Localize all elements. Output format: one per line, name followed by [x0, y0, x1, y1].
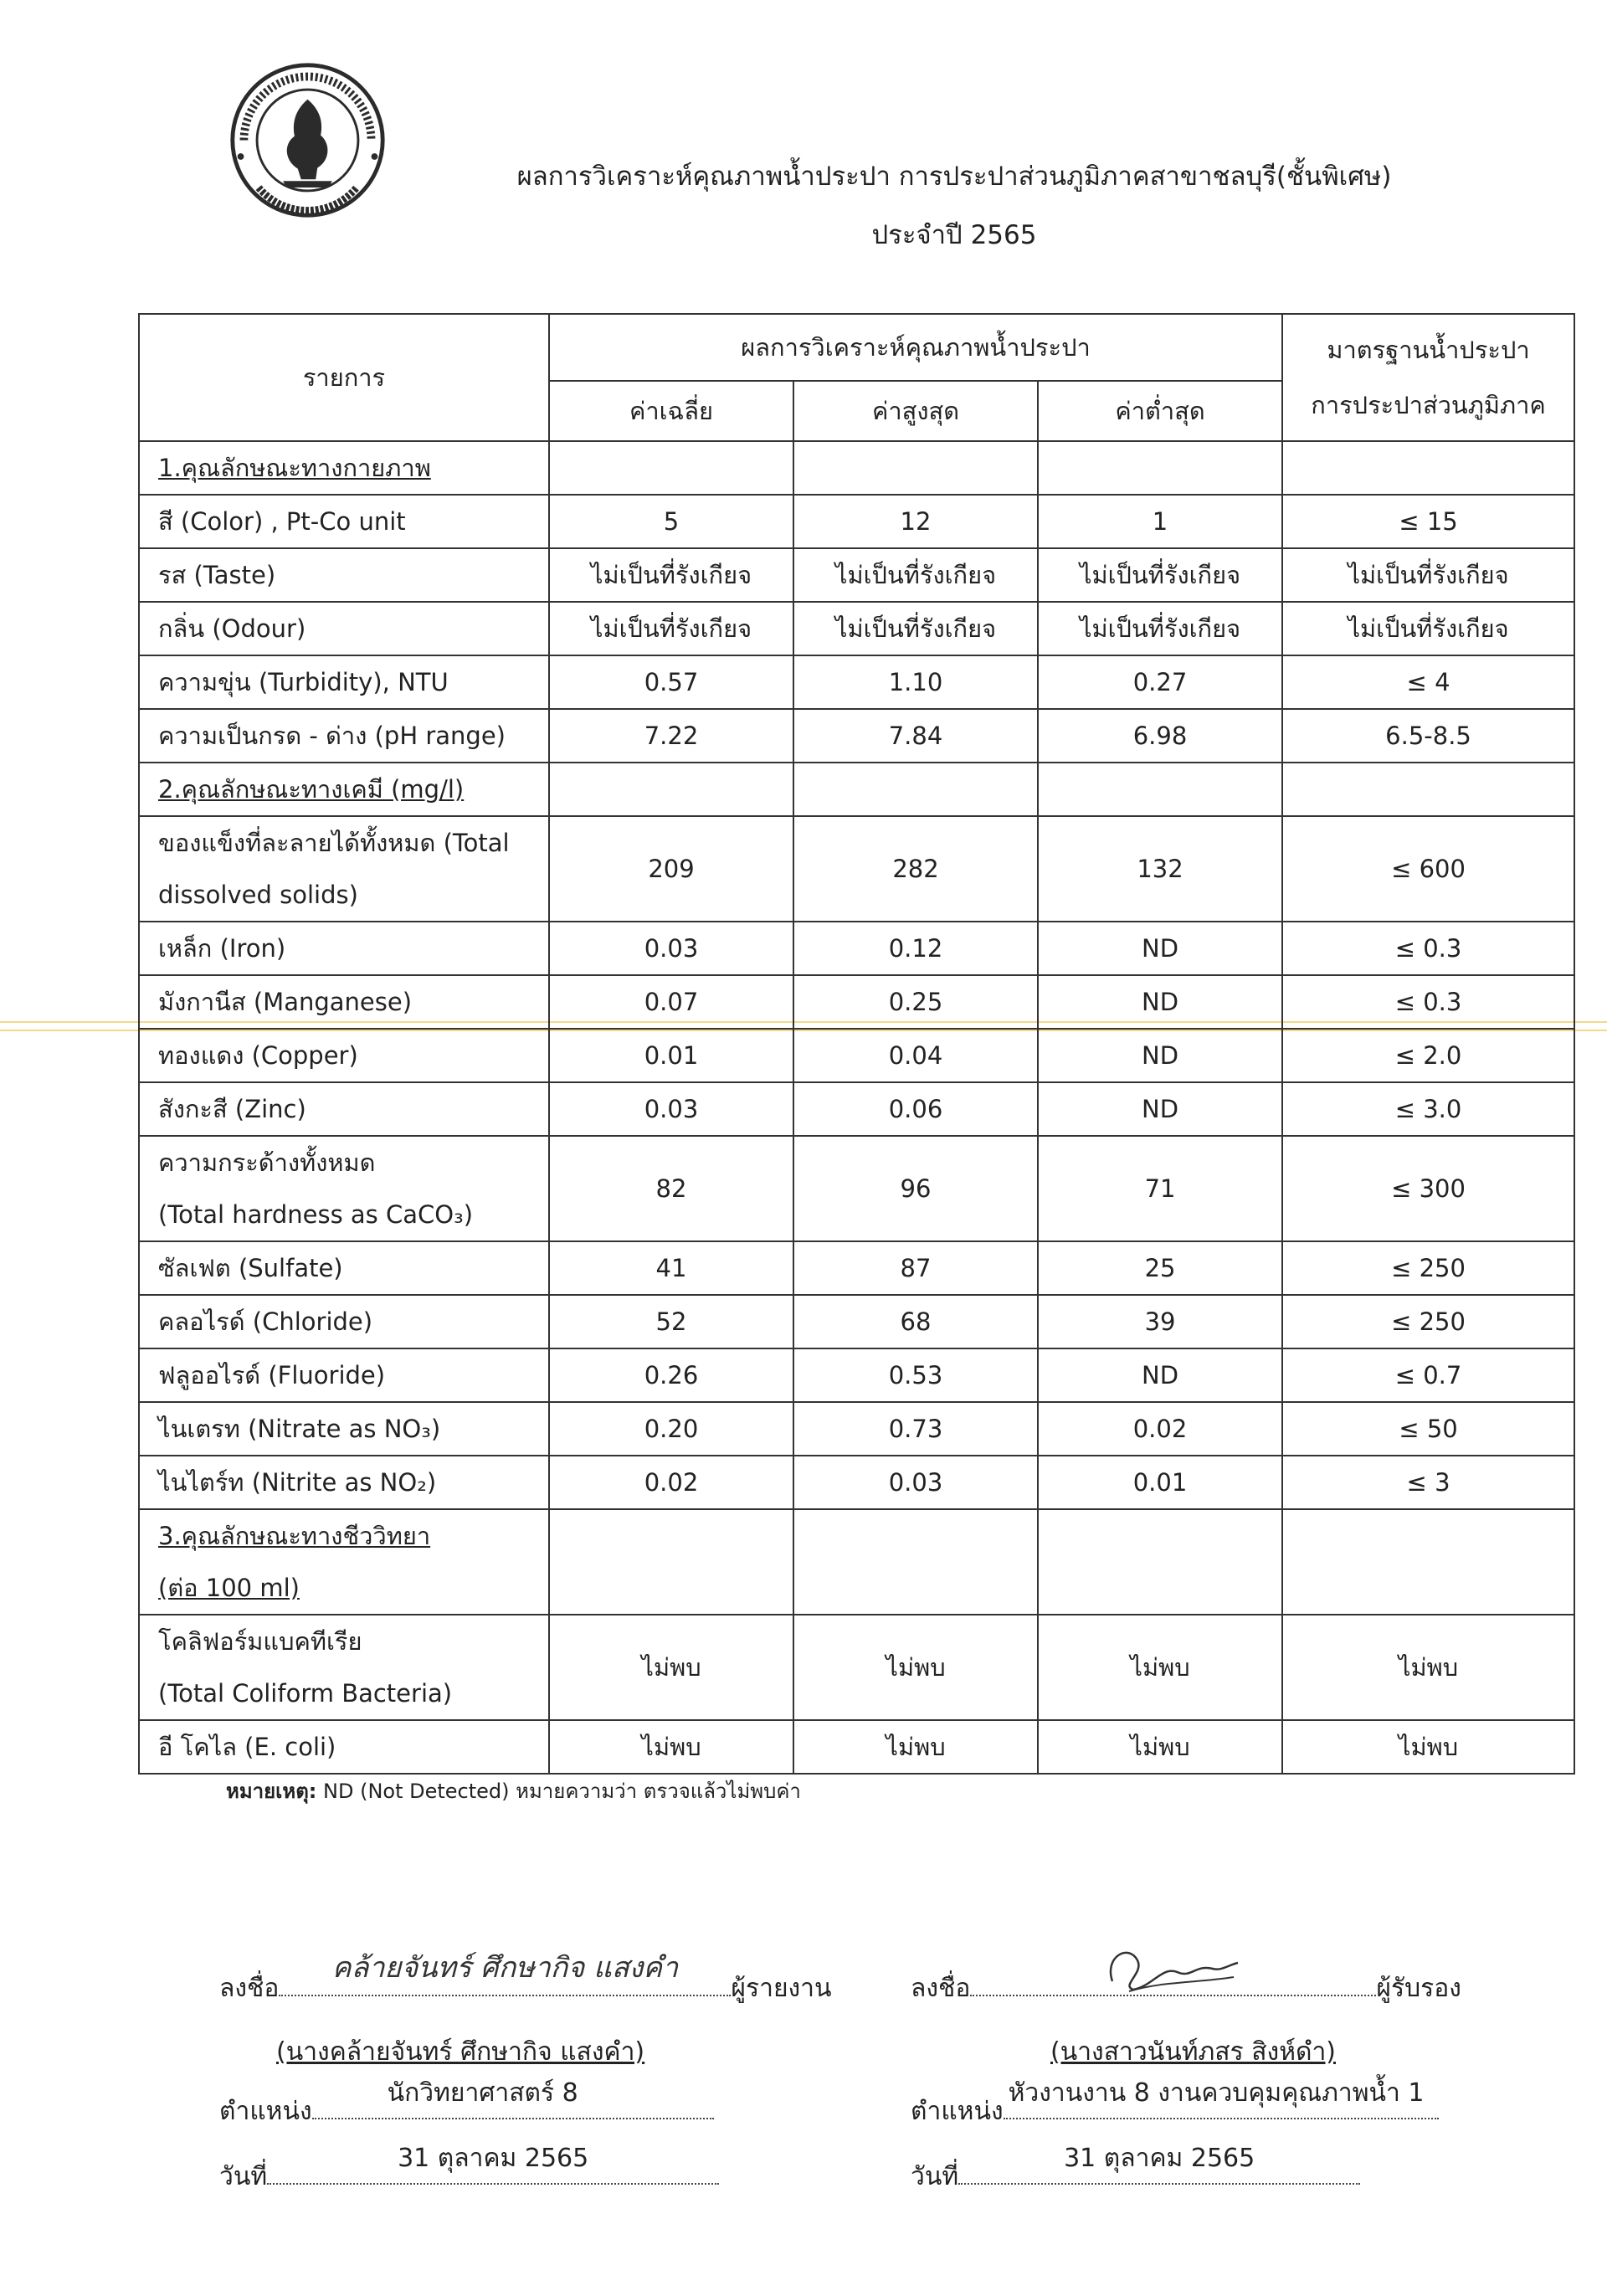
reporter-position-field — [312, 2078, 714, 2119]
table-row — [139, 548, 1574, 602]
row-min-value — [1038, 1509, 1282, 1615]
header-standard-line2: การประปาส่วนภูมิภาค — [1311, 391, 1546, 419]
row-std-value: ≤ 3.0 — [1282, 1082, 1574, 1136]
row-min-value — [1038, 441, 1282, 495]
row-min-value: ND — [1038, 1348, 1282, 1402]
table-row — [139, 602, 1574, 655]
row-min-value: 39 — [1038, 1295, 1282, 1348]
table-row — [139, 975, 1574, 1029]
row-max-value: 0.12 — [793, 922, 1038, 975]
table-row — [139, 1348, 1574, 1402]
row-item-label: รส (Taste) — [158, 561, 276, 589]
row-std-value: ≤ 250 — [1282, 1241, 1574, 1295]
row-min-value: ไม่เป็นที่รังเกียจ — [1038, 602, 1282, 655]
row-avg-value: 209 — [549, 816, 793, 922]
row-item-label: ของแข็งที่ละลายได้ทั้งหมด (Total — [158, 829, 510, 857]
header-avg: ค่าเฉลี่ย — [549, 381, 793, 441]
row-avg-value: ไม่พบ — [549, 1720, 793, 1774]
reporter-date-label: วันที่ — [219, 2162, 268, 2191]
row-item-label: เหล็ก (Iron) — [158, 934, 286, 963]
approver-position-field — [1004, 2078, 1439, 2119]
row-item — [139, 1029, 549, 1082]
section-row — [139, 1509, 1574, 1615]
row-max-value: ไม่เป็นที่รังเกียจ — [793, 548, 1038, 602]
reporter-role: ผู้รายงาน — [731, 1974, 832, 2003]
reporter-signature-field — [279, 1951, 731, 1996]
row-min-value: ND — [1038, 922, 1282, 975]
row-max-value: 0.06 — [793, 1082, 1038, 1136]
row-avg-value — [549, 441, 793, 495]
row-avg-value — [549, 763, 793, 816]
row-avg-value: 41 — [549, 1241, 793, 1295]
row-item-label-line2: dissolved solids) — [158, 881, 358, 909]
seal-emblem-icon — [226, 59, 389, 222]
row-std-value: ≤ 0.7 — [1282, 1348, 1574, 1402]
row-min-value: 0.27 — [1038, 655, 1282, 709]
reporter-sign-line — [219, 1951, 832, 2008]
approver-date-line — [911, 2144, 1360, 2196]
row-max-value — [793, 763, 1038, 816]
row-item — [139, 602, 549, 655]
row-avg-value: ไม่เป็นที่รังเกียจ — [549, 602, 793, 655]
row-item — [139, 1456, 549, 1509]
row-min-value: 0.01 — [1038, 1456, 1282, 1509]
table-body — [139, 441, 1574, 1774]
reporter-date-field — [267, 2144, 719, 2185]
row-avg-value: 0.57 — [549, 655, 793, 709]
row-min-value: ไม่เป็นที่รังเกียจ — [1038, 548, 1282, 602]
row-min-value: ไม่พบ — [1038, 1720, 1282, 1774]
row-std-value: ≤ 50 — [1282, 1402, 1574, 1456]
header-item: รายการ — [139, 314, 549, 441]
row-item-label: 2.คุณลักษณะทางเคมี (mg/l) — [158, 775, 465, 804]
row-item — [139, 548, 549, 602]
row-avg-value: 0.02 — [549, 1456, 793, 1509]
row-min-value: ไม่พบ — [1038, 1615, 1282, 1720]
row-max-value — [793, 1509, 1038, 1615]
section-row — [139, 441, 1574, 495]
approver-date-field — [958, 2144, 1360, 2185]
row-item-label: มังกานีส (Manganese) — [158, 988, 413, 1016]
row-item-label: ไนเตรท (Nitrate as NO₃) — [158, 1415, 441, 1443]
row-max-value: ไม่พบ — [793, 1720, 1038, 1774]
row-max-value: 0.03 — [793, 1456, 1038, 1509]
row-item — [139, 441, 549, 495]
row-std-value — [1282, 1509, 1574, 1615]
row-std-value: ≤ 0.3 — [1282, 922, 1574, 975]
row-max-value: ไม่พบ — [793, 1615, 1038, 1720]
row-item-label: สี (Color) , Pt-Co unit — [158, 507, 406, 536]
water-quality-table — [138, 313, 1575, 1775]
row-item — [139, 1402, 549, 1456]
row-min-value: 71 — [1038, 1136, 1282, 1241]
row-std-value: ไม่พบ — [1282, 1615, 1574, 1720]
reporter-signature: คล้ายจันทร์ ศึกษากิจ แสงคำ — [331, 1951, 679, 1985]
reporter-name: (นางคล้ายจันทร์ ศึกษากิจ แสงคำ) — [276, 2037, 645, 2067]
row-item-label: สังกะสี (Zinc) — [158, 1095, 306, 1123]
header-max: ค่าสูงสุด — [793, 381, 1038, 441]
row-std-value: ≤ 600 — [1282, 816, 1574, 922]
reporter-date: 31 ตุลาคม 2565 — [398, 2144, 589, 2173]
table-row — [139, 1615, 1574, 1720]
row-min-value: 1 — [1038, 495, 1282, 548]
row-std-value: ไม่พบ — [1282, 1720, 1574, 1774]
row-avg-value: 0.03 — [549, 922, 793, 975]
row-item-label: กลิ่น (Odour) — [158, 614, 306, 643]
row-item-label: 1.คุณลักษณะทางกายภาพ — [158, 454, 431, 482]
row-item-label: ความขุ่น (Turbidity), NTU — [158, 668, 449, 696]
approver-position: หัวงานงาน 8 งานควบคุมคุณภาพน้ำ 1 — [1008, 2078, 1425, 2108]
table-row — [139, 1456, 1574, 1509]
table-row — [139, 1241, 1574, 1295]
row-min-value — [1038, 763, 1282, 816]
approver-role: ผู้รับรอง — [1376, 1974, 1461, 2003]
row-avg-value: 5 — [549, 495, 793, 548]
row-item — [139, 709, 549, 763]
row-std-value: ไม่เป็นที่รังเกียจ — [1282, 548, 1574, 602]
reporter-date-line — [219, 2144, 719, 2196]
row-avg-value: 0.20 — [549, 1402, 793, 1456]
row-max-value: 0.53 — [793, 1348, 1038, 1402]
approver-signature-scribble — [1096, 1939, 1246, 1998]
table-row — [139, 1295, 1574, 1348]
table-row — [139, 922, 1574, 975]
row-avg-value: ไม่เป็นที่รังเกียจ — [549, 548, 793, 602]
document-subtitle-year: ประจำปี 2565 — [871, 220, 1037, 250]
row-avg-value: 0.07 — [549, 975, 793, 1029]
row-max-value: 1.10 — [793, 655, 1038, 709]
row-item-label: ทองแดง (Copper) — [158, 1041, 358, 1070]
table-header-row — [139, 314, 1574, 381]
row-item — [139, 1348, 549, 1402]
row-item — [139, 763, 549, 816]
row-item-label: 3.คุณลักษณะทางชีววิทยา — [158, 1522, 431, 1550]
row-max-value: 0.73 — [793, 1402, 1038, 1456]
row-avg-value: 7.22 — [549, 709, 793, 763]
row-item-label: ไนไตร์ท (Nitrite as NO₂) — [158, 1468, 437, 1497]
header-results-group: ผลการวิเคราะห์คุณภาพน้ำประปา — [549, 314, 1282, 381]
reporter-position-line — [219, 2078, 714, 2131]
table-row — [139, 1136, 1574, 1241]
table-row — [139, 1029, 1574, 1082]
row-item — [139, 1082, 549, 1136]
row-item-label: ความเป็นกรด - ด่าง (pH range) — [158, 722, 506, 750]
table-row — [139, 1720, 1574, 1774]
reporter-position: นักวิทยาศาสตร์ 8 — [387, 2078, 578, 2108]
row-min-value: 6.98 — [1038, 709, 1282, 763]
header-standard — [1282, 314, 1574, 441]
header-min: ค่าต่ำสุด — [1038, 381, 1282, 441]
section-row — [139, 763, 1574, 816]
table-row — [139, 816, 1574, 922]
row-min-value: ND — [1038, 1029, 1282, 1082]
row-item-label: ฟลูออไรด์ (Fluoride) — [158, 1361, 386, 1389]
row-max-value: 68 — [793, 1295, 1038, 1348]
row-max-value: 282 — [793, 816, 1038, 922]
reporter-sign-label: ลงชื่อ — [219, 1974, 280, 2003]
row-item-label: โคลิฟอร์มแบคทีเรีย — [158, 1627, 362, 1656]
row-avg-value: 82 — [549, 1136, 793, 1241]
approver-date: 31 ตุลาคม 2565 — [1064, 2144, 1255, 2173]
approver-position-label: ตำแหน่ง — [911, 2097, 1004, 2126]
row-item — [139, 816, 549, 922]
row-item-label: คลอไรด์ (Chloride) — [158, 1307, 373, 1336]
row-item-label: อี โคไล (E. coli) — [158, 1733, 336, 1761]
row-avg-value: 52 — [549, 1295, 793, 1348]
row-std-value — [1282, 441, 1574, 495]
row-max-value: 0.25 — [793, 975, 1038, 1029]
row-max-value: 12 — [793, 495, 1038, 548]
row-max-value: 7.84 — [793, 709, 1038, 763]
row-max-value: ไม่เป็นที่รังเกียจ — [793, 602, 1038, 655]
row-std-value: ไม่เป็นที่รังเกียจ — [1282, 602, 1574, 655]
row-min-value: 0.02 — [1038, 1402, 1282, 1456]
row-avg-value: 0.26 — [549, 1348, 793, 1402]
footnote — [226, 1775, 801, 1807]
approver-signature-field — [970, 1963, 1376, 1996]
row-max-value: 96 — [793, 1136, 1038, 1241]
row-item-label: ซัลเฟต (Sulfate) — [158, 1254, 343, 1282]
row-std-value: ≤ 0.3 — [1282, 975, 1574, 1029]
row-item — [139, 1136, 549, 1241]
row-item — [139, 495, 549, 548]
row-std-value: ≤ 300 — [1282, 1136, 1574, 1241]
approver-sign-label: ลงชื่อ — [911, 1974, 971, 2003]
row-item — [139, 1615, 549, 1720]
row-avg-value: 0.01 — [549, 1029, 793, 1082]
row-item-label-line2: (Total hardness as CaCO₃) — [158, 1200, 474, 1229]
row-item-label-line2: (ต่อ 100 ml) — [158, 1574, 300, 1602]
row-item-label: ความกระด้างทั้งหมด — [158, 1148, 376, 1177]
row-item — [139, 975, 549, 1029]
row-item — [139, 1509, 549, 1615]
document-title: ผลการวิเคราะห์คุณภาพน้ำประปา การประปาส่วนภูมิภาคสาขาชลบุรี(ชั้นพิเศษ) — [516, 162, 1392, 192]
row-max-value: 0.04 — [793, 1029, 1038, 1082]
row-avg-value: ไม่พบ — [549, 1615, 793, 1720]
row-std-value — [1282, 763, 1574, 816]
approver-name: (นางสาวนันท์ภสร สิงห์ดำ) — [1050, 2037, 1337, 2067]
footnote-text: ND (Not Detected) หมายความว่า ตรวจแล้วไม่พบค่า — [323, 1780, 801, 1803]
reporter-position-label: ตำแหน่ง — [219, 2097, 312, 2126]
row-std-value: ≤ 250 — [1282, 1295, 1574, 1348]
table-row — [139, 655, 1574, 709]
approver-sign-line — [911, 1963, 1461, 2008]
row-min-value: 132 — [1038, 816, 1282, 922]
row-avg-value — [549, 1509, 793, 1615]
approver-position-line — [911, 2078, 1439, 2131]
header-standard-line1: มาตรฐานน้ำประปา — [1327, 336, 1530, 364]
row-item — [139, 1295, 549, 1348]
table-row — [139, 1402, 1574, 1456]
row-max-value — [793, 441, 1038, 495]
row-item-label-line2: (Total Coliform Bacteria) — [158, 1679, 453, 1708]
row-std-value: ≤ 2.0 — [1282, 1029, 1574, 1082]
row-min-value: ND — [1038, 975, 1282, 1029]
approver-date-label: วันที่ — [911, 2162, 959, 2191]
row-std-value: 6.5-8.5 — [1282, 709, 1574, 763]
table-row — [139, 1082, 1574, 1136]
row-item — [139, 1720, 549, 1774]
row-std-value: ≤ 4 — [1282, 655, 1574, 709]
footnote-label: หมายเหตุ: — [226, 1780, 317, 1803]
table-row — [139, 495, 1574, 548]
pwa-logo — [226, 59, 389, 222]
row-min-value: ND — [1038, 1082, 1282, 1136]
row-item — [139, 655, 549, 709]
row-std-value: ≤ 3 — [1282, 1456, 1574, 1509]
row-item — [139, 1241, 549, 1295]
row-min-value: 25 — [1038, 1241, 1282, 1295]
row-item — [139, 922, 549, 975]
row-std-value: ≤ 15 — [1282, 495, 1574, 548]
row-avg-value: 0.03 — [549, 1082, 793, 1136]
row-max-value: 87 — [793, 1241, 1038, 1295]
table-row — [139, 709, 1574, 763]
